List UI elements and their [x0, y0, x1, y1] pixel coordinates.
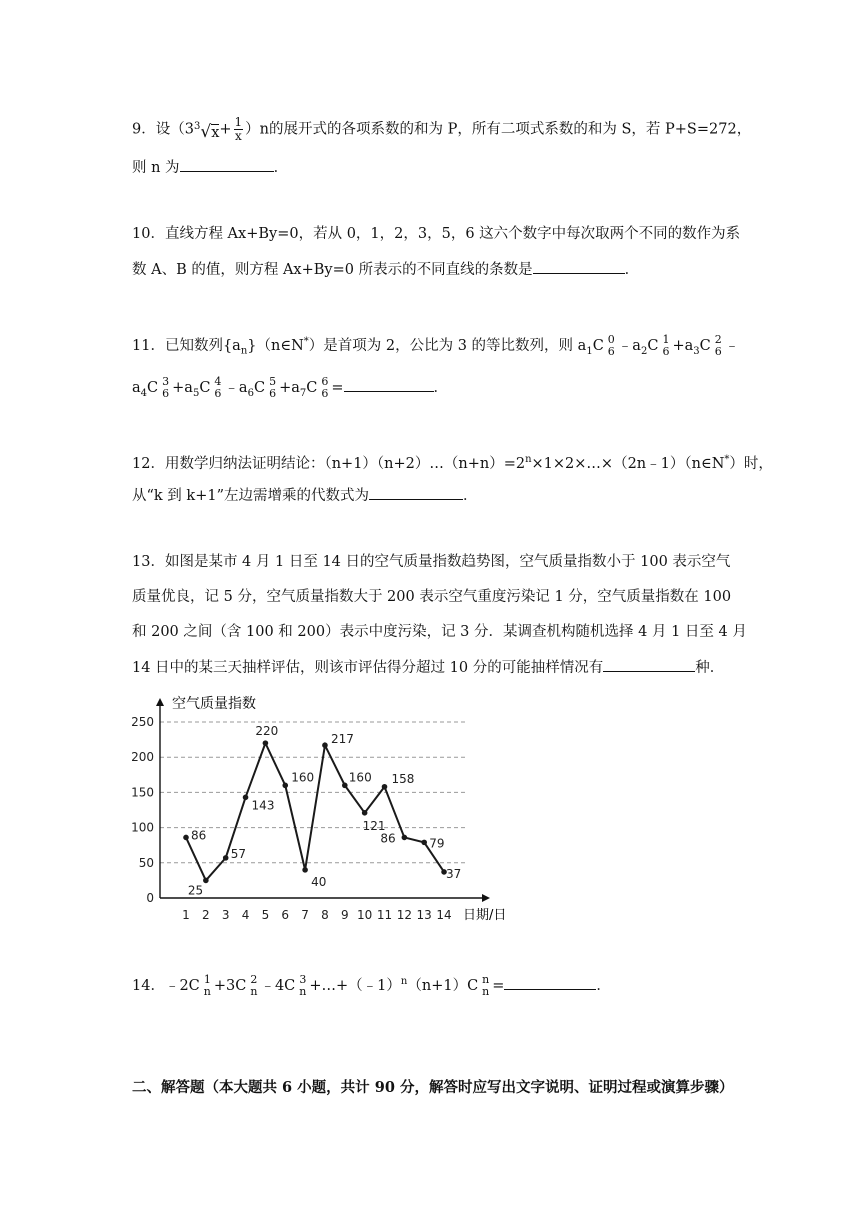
q12-text-b: ×1×2×…×（2n﹣1）（n∈N [531, 455, 725, 472]
data-point [322, 742, 328, 748]
q11-terms-line2 [132, 375, 331, 400]
data-label: 160 [348, 770, 372, 785]
q14-sup-n: n [400, 976, 408, 987]
q13-end: 种． [695, 660, 725, 676]
term-prefix: ﹣4C [260, 977, 296, 994]
q9-line2 [132, 157, 288, 178]
q12-text2: 从“k 到 k+1”左边需增乘的代数式为 [132, 488, 369, 504]
q13-line3: 和 200 之间（含 100 和 200）表示中度污染，记 3 分．某调查机构随机选择 4 月 1 日至 4 月 [132, 624, 747, 640]
binom-stack [204, 974, 211, 998]
binom-bot: 6 [162, 387, 170, 400]
y-tick-label: 100 [131, 820, 154, 835]
binom-last [482, 974, 489, 998]
q9-end: ． [273, 160, 289, 176]
q9-text1: 的展开式的各项系数的和为 P，所有二项式系数的和为 S，若 P+S=272， [269, 121, 752, 138]
data-label: 37 [446, 866, 462, 881]
q12-line2 [132, 485, 478, 506]
q11-terms-line1 [586, 332, 724, 358]
term-prefix: a [132, 380, 141, 396]
term-prefix: ﹣a [617, 337, 641, 354]
q14-end: ． [596, 977, 611, 994]
x-tick-label: 9 [340, 908, 349, 922]
q14-line [132, 972, 611, 998]
term-prefix: +a [672, 337, 694, 354]
term-subscript: 3 [693, 345, 700, 357]
binom-bot: 6 [214, 387, 222, 400]
series-layer [183, 740, 447, 883]
q14-terms [200, 972, 310, 998]
binom-stack [269, 376, 276, 400]
answer-blank-q12[interactable] [369, 485, 463, 500]
data-point [282, 783, 288, 789]
q9-plus: + [219, 121, 232, 138]
x-tick-label: 4 [241, 908, 250, 922]
root-var: x [211, 124, 220, 141]
q9-line1 [132, 116, 751, 143]
frac-num: 1 [234, 115, 243, 129]
data-label: 158 [391, 771, 415, 786]
data-point [302, 867, 308, 873]
data-label: 25 [187, 883, 204, 898]
data-label: 121 [362, 818, 386, 833]
x-tick-label: 5 [261, 908, 270, 922]
data-point [263, 740, 269, 746]
term-c: C [699, 337, 711, 354]
q11-lead3: ）是首项为 2，公比为 3 的等比数列，则 a [308, 337, 587, 354]
term-subscript: 2 [640, 345, 648, 357]
binom-bot: 6 [607, 344, 615, 358]
q13-line4 [132, 657, 724, 678]
binom-bot: n [250, 984, 258, 998]
term-prefix: +3C [213, 977, 247, 994]
data-label: 40 [311, 874, 327, 889]
binom-bot: 6 [662, 344, 670, 358]
data-point [382, 784, 388, 790]
section-2-title: 二、解答题（本大题共 6 小题，共计 90 分，解答时应写出文字说明、证明过程或演算步骤） [132, 1079, 734, 1096]
q9-lead: 设（3 [155, 121, 194, 138]
data-label: 160 [291, 770, 315, 785]
q11-tail1: ﹣ [724, 337, 740, 354]
binom-stack [162, 376, 169, 400]
q13-text4: 14 日中的某三天抽样评估，则该市评估得分超过 10 分的可能抽样情况有 [132, 660, 604, 676]
data-label: 217 [330, 732, 354, 747]
binom-stack [321, 376, 328, 400]
term-subscript: 5 [192, 387, 200, 399]
binom-bot: 6 [714, 344, 722, 358]
x-axis-arrow [482, 894, 490, 902]
q12-text-a: 12．用数学归纳法证明结论：（n+1）（n+2）…（n+n）=2 [132, 455, 526, 472]
term-prefix: ﹣a [224, 380, 248, 396]
data-label: 79 [429, 836, 445, 851]
q14-mid2: （n+1）C [407, 977, 479, 994]
frac-den: x [234, 129, 242, 143]
binom-top: 6 [321, 375, 329, 388]
binom-bot: n [299, 984, 307, 998]
answer-blank-q9[interactable] [180, 157, 274, 172]
q10-line2 [132, 259, 639, 280]
binom-top: 2 [714, 332, 722, 346]
answer-blank-q13[interactable] [603, 657, 695, 672]
q10-text2: 数 A、B 的值，则方程 Ax+By=0 所表示的不同直线的条数是 [132, 262, 533, 278]
y-tick-label: 250 [131, 715, 154, 729]
term-prefix: +a [172, 380, 193, 396]
chart-xlabel: 日期/日 [463, 908, 507, 923]
q9-text2: 则 n 为 [132, 160, 180, 176]
x-tick-label: 13 [416, 908, 432, 922]
q14-mid: +…+（﹣1） [309, 977, 401, 994]
air-quality-chart [120, 686, 520, 931]
binom-stack [214, 376, 221, 400]
binom-bot: 6 [321, 387, 329, 400]
q14-lead: 14．﹣2C [132, 977, 200, 994]
binom-top: 2 [250, 972, 258, 986]
q11-sup-star: * [303, 336, 309, 347]
q13-line1: 13．如图是某市 4 月 1 日至 14 日的空气质量指数趋势图，空气质量指数小于 100 表示空气 [132, 554, 731, 570]
binom-stack [299, 974, 306, 998]
q11-line2 [132, 376, 448, 404]
y-tick-label: 50 [138, 855, 154, 870]
q11-lead: 11．已知数列{a [132, 337, 241, 354]
data-point [342, 783, 348, 789]
y-axis-arrow [156, 698, 164, 706]
data-label: 57 [230, 846, 246, 861]
q14-eq: = [492, 977, 505, 994]
binom-stack [608, 334, 615, 358]
data-label: 86 [191, 828, 207, 843]
x-tick-label: 12 [396, 908, 412, 922]
x-tick-label: 8 [321, 908, 329, 922]
y-tick-label: 0 [146, 891, 154, 905]
chart-title: 空气质量指数 [172, 696, 256, 712]
binom-bot: 6 [269, 387, 277, 400]
binom-top: 0 [607, 332, 615, 346]
q9-exp: ）n [245, 121, 270, 138]
data-point [183, 835, 189, 841]
term-prefix: +a [279, 380, 300, 396]
cube-root: $^3$√x [193, 120, 220, 142]
x-tick-label: 10 [357, 908, 373, 922]
binom-top: 4 [214, 375, 222, 388]
q11-eq: = [331, 380, 344, 396]
term-c: C [592, 337, 604, 354]
q11-end: ． [433, 380, 448, 396]
binom-bot: n [482, 984, 490, 998]
q10-end: ． [624, 262, 640, 278]
fraction-one-over-x [234, 116, 244, 143]
q13-line2: 质量优良，记 5 分，空气质量指数大于 200 表示空气重度污染记 1 分，空气质量指数在 100 [132, 589, 732, 605]
q11-line1 [132, 332, 739, 362]
term-subscript: 6 [247, 387, 254, 399]
x-tick-label: 3 [221, 908, 230, 922]
answer-blank-q10[interactable] [533, 259, 625, 274]
q12-end: ． [463, 488, 478, 504]
x-tick-label: 1 [182, 908, 190, 922]
binom-bot: n [203, 984, 211, 998]
answer-blank-q14[interactable] [504, 975, 596, 990]
binom-stack [715, 334, 722, 358]
data-point [203, 878, 209, 884]
x-tick-label: 14 [436, 908, 452, 922]
x-tick-label: 7 [301, 908, 309, 922]
q12-sup-n: n [525, 454, 532, 465]
y-tick-label: 200 [131, 750, 154, 765]
q10-line1: 10．直线方程 Ax+By=0，若从 0，1，2，3，5，6 这六个数字中每次取两个不同的数作为系 [132, 226, 741, 242]
data-label: 143 [251, 798, 275, 813]
binom-stack [662, 334, 669, 358]
root-index: 3 [193, 120, 201, 132]
data-point [421, 840, 427, 846]
q9-number: 9． [132, 121, 156, 138]
term-c: C [647, 337, 659, 354]
binom-top: n [482, 972, 490, 986]
q11-sub-n: n [240, 345, 248, 357]
term-subscript: 4 [140, 387, 148, 399]
x-tick-label: 11 [376, 908, 393, 922]
answer-blank-q11[interactable] [344, 377, 434, 392]
binom-top: 5 [269, 375, 277, 388]
data-point [362, 810, 368, 816]
term-c: C [253, 380, 266, 396]
data-label: 86 [380, 831, 396, 846]
term-c: C [306, 380, 318, 396]
data-point [223, 855, 229, 861]
x-tick-label: 2 [202, 908, 210, 922]
term-subscript: 1 [586, 345, 593, 357]
data-point [243, 795, 249, 801]
q12-sup-star: * [724, 454, 730, 465]
data-label: 220 [255, 724, 279, 739]
q12-text-c: ）时， [729, 455, 773, 472]
x-tick-label: 6 [281, 908, 290, 922]
y-tick-label: 150 [131, 785, 154, 800]
term-c: C [199, 380, 211, 396]
data-point [402, 835, 408, 841]
binom-top: 3 [299, 972, 307, 986]
term-c: C [147, 380, 159, 396]
term-subscript: 7 [299, 387, 307, 399]
binom-stack [250, 974, 257, 998]
binom-top: 1 [662, 332, 670, 346]
binom-top: 3 [162, 375, 170, 388]
q12-line1 [132, 450, 773, 474]
q11-lead2: }（n∈N [247, 337, 304, 354]
binom-top: 1 [203, 972, 211, 986]
